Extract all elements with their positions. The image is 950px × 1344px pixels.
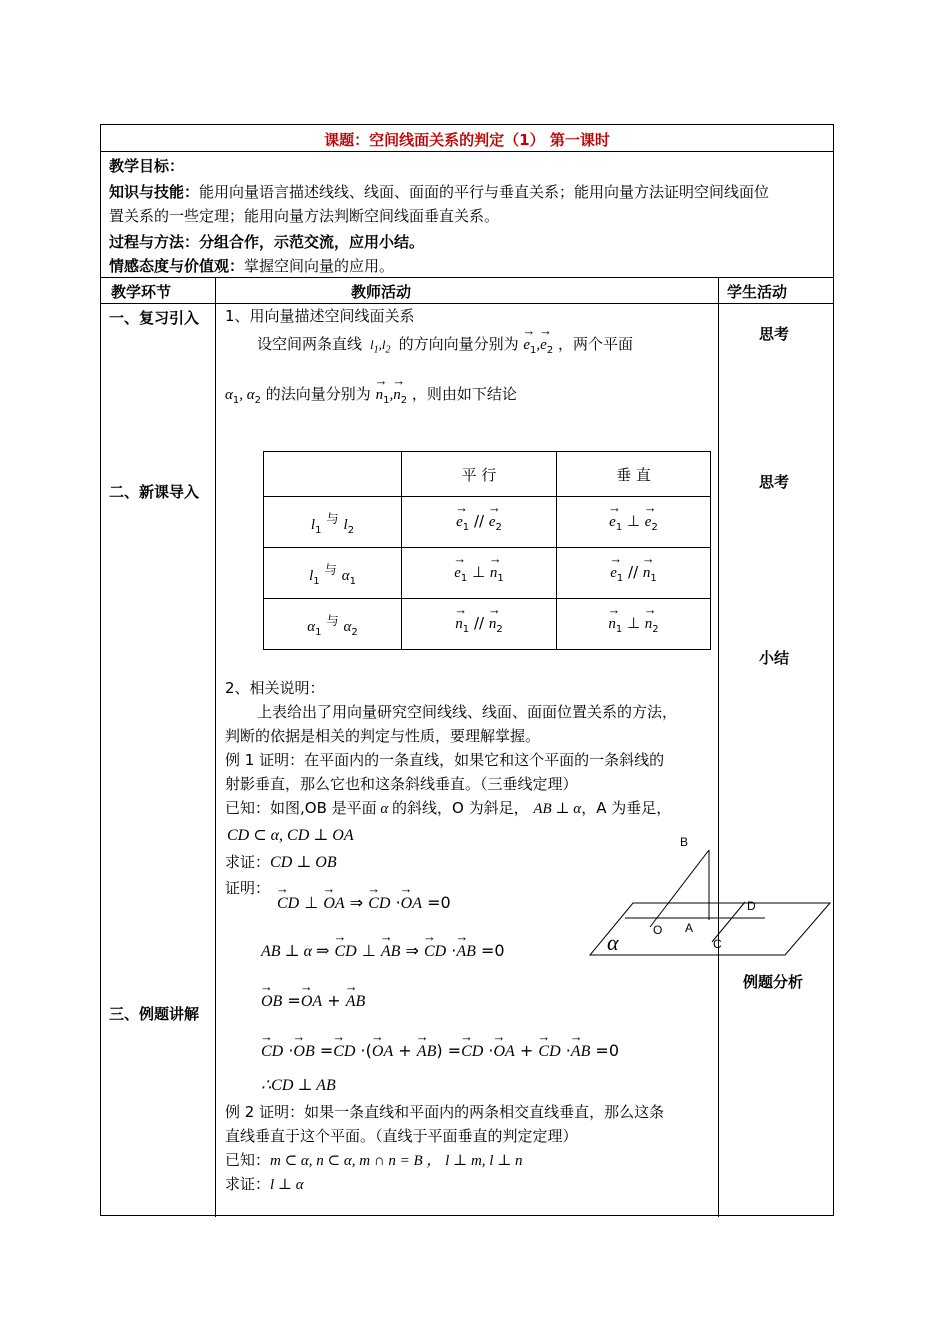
label-c: C [713,937,722,951]
objectives-heading: 教学目标： [109,157,185,175]
header-student: 学生活动 [727,283,788,301]
column-divider [215,277,216,1217]
student-activity-example-analysis: 例题分析 [743,973,804,991]
col-perpendicular: 垂 直 [557,452,711,497]
objective-knowledge-cont: 置关系的一些定理；能用向量方法判断空间线面垂直关系。 [109,207,500,225]
stage-review: 一、复习引入 [109,309,200,327]
row-line-line: $l_1$ $^与$ $l_2$ [264,497,402,548]
row-plane-plane: $\alpha_1$ $^与$ $\alpha_2$ [264,599,402,650]
label-alpha: α [607,930,619,955]
section1-heading: 1、用向量描述空间线面关系 [225,307,415,325]
cell-lp-parallel: → $e_1$ ⊥ → $n_1$ [402,548,557,599]
example2-line1: 例 2 证明：如果一条直线和平面内的两条相交直线垂直，那么这条 [225,1103,665,1121]
proof-step-2: AB ⊥ α ⇒ → CD ⊥ → AB ⇒ → CD ·→ AB =0 [261,941,505,961]
example1-line2: 射影垂直，那么它也和这条斜线垂直。（三垂线定理） [225,775,578,793]
col-parallel: 平 行 [402,452,557,497]
student-activity-think-2: 思考 [759,473,790,491]
label-a: A [685,921,694,935]
example2-given: 已知：m ⊂ α, n ⊂ α, m ∩ n = B ， l ⊥ m, l ⊥ n [225,1151,523,1169]
cell-lp-perp: → $e_1$ // → $n_1$ [557,548,711,599]
example1-line1: 例 1 证明：在平面内的一条直线，如果它和这个平面的一条斜线的 [225,751,665,769]
example1-proof-label: 证明： [225,879,271,897]
proof-step-4: → CD ·→ OB =→ CD ·(→ OA + → AB) =→ CD ·→ OA + → CD ·→ AB =0 [261,1041,619,1061]
row-line-plane: $l_1$ $^与$ $\alpha_1$ [264,548,402,599]
cell-pp-parallel: → $n_1$ // → $n_2$ [402,599,557,650]
relation-table [263,451,711,650]
section1-line2: $\alpha_1$, $\alpha_2$ 的法向量分别为 → $n_1,\to n_2$ ，则由如下结论 [225,383,517,406]
divider [101,151,833,152]
example1-given-expr: CD ⊂ α, CD ⊥ OA [227,827,354,844]
label-d: D [747,899,756,913]
header-stage: 教学环节 [111,283,172,301]
proof-step-3: → OB =→ OA + → AB [261,991,365,1011]
example1-given: 已知：如图,OB 是平面 α 的斜线，O 为斜足， AB ⊥ α，A 为垂足， [225,799,672,817]
stage-examples: 三、例题讲解 [109,1005,200,1023]
plane-alpha [590,903,830,955]
example2-prove: 求证：l ⊥ α [225,1175,304,1193]
divider [101,303,833,304]
section2-p2: 判断的依据是相关的判定与性质，要理解掌握。 [225,727,541,745]
cell-ll-parallel: → $e_1$ // → $e_2$ [402,497,557,548]
objective-knowledge: 知识与技能：能用向量语言描述线线、线面、面面的平行与垂直关系；能用向量方法证明空间线面位 [109,183,770,201]
example2-line2: 直线垂直于这个平面。（直线于平面垂直的判定定理） [225,1127,578,1145]
objective-attitude: 情感态度与价值观：掌握空间向量的应用。 [109,257,395,275]
cell-pp-perp: → $n_1$ ⊥ → $n_2$ [557,599,711,650]
segment-ob [650,850,709,927]
example1-prove: 求证：CD ⊥ OB [225,853,337,871]
student-activity-think-1: 思考 [759,325,790,343]
proof-step-1: → CD ⊥ → OA ⇒ → CD ·→ OA =0 [277,893,451,913]
header-teacher: 教师活动 [351,283,412,301]
stage-new-lesson: 二、新课导入 [109,483,200,501]
section1-line1: 设空间两条直线 $l_1,l_2$ 的方向向量分别为 → $e_1,\to e_2$ ，两个平面 [257,333,633,356]
objective-process: 过程与方法：分组合作，示范交流，应用小结。 [109,233,425,251]
lesson-title: 课题：空间线面关系的判定（1） 第一课时 [324,131,610,149]
three-perpendiculars-figure [585,830,835,965]
section2-p1: 上表给出了用向量研究空间线线、线面、面面位置关系的方法， [257,703,678,721]
column-divider [718,277,719,1217]
label-b: B [680,835,689,849]
lesson-plan-table [100,124,834,1216]
section2-heading: 2、相关说明： [225,679,325,697]
divider [101,277,833,278]
cell-ll-perp: → $e_1$ ⊥ → $e_2$ [557,497,711,548]
label-o: O [653,923,663,937]
segment-cd [712,902,745,942]
proof-step-5: ∴CD ⊥ AB [261,1077,336,1094]
student-activity-summary: 小结 [759,649,790,667]
